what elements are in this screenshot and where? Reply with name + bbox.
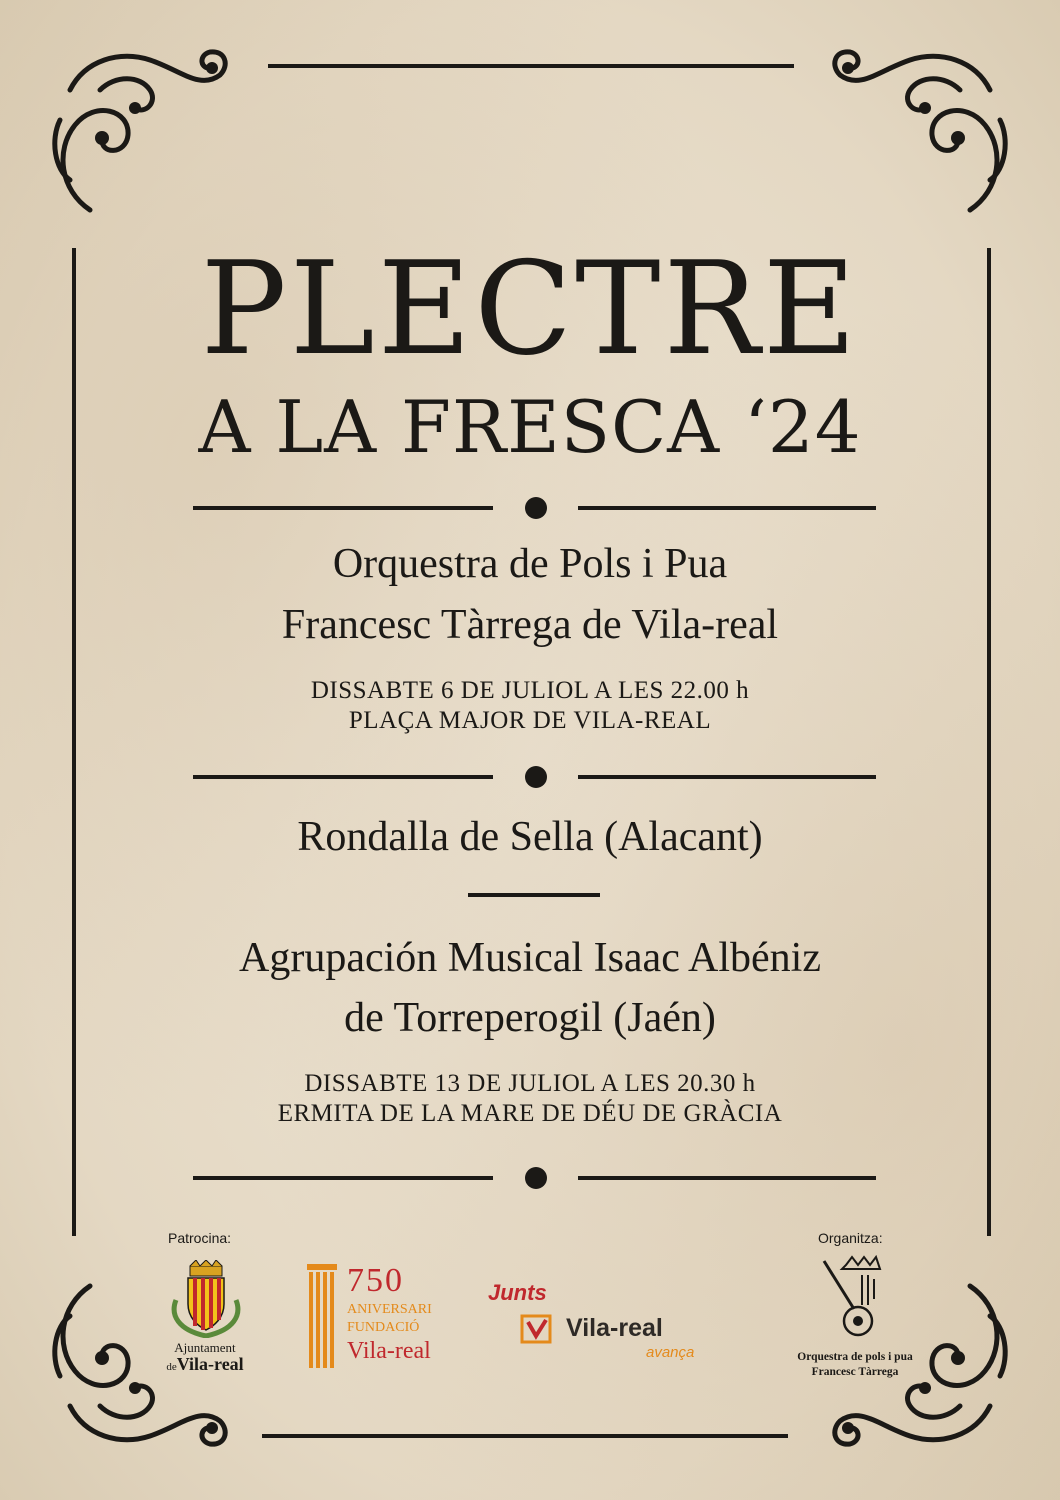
divider-1-dot [525, 497, 547, 519]
concert-2-band-b-line-2: de Torreperogil (Jaén) [344, 995, 716, 1041]
columns-icon [305, 1264, 339, 1370]
guitar-crown-icon [818, 1255, 898, 1345]
junts-logo [488, 1280, 708, 1370]
coat-of-arms-icon [166, 1260, 246, 1338]
concert-1-date: DISSABTE 6 DE JULIOL A LES 22.00 h [310, 677, 750, 704]
junts-emblem-icon [520, 1312, 554, 1346]
junts-main: Vila-real [566, 1314, 663, 1342]
corner-ornament-top-right [830, 30, 1020, 220]
fundacio-line-2: FUNDACIÓ [347, 1320, 420, 1335]
divider-3-left [193, 1176, 493, 1180]
ajuntament-line-2: Vila-real [176, 1354, 244, 1374]
concert-2-band-a: Rondalla de Sella (Alacant) [297, 814, 763, 860]
concert-1-band-line-2: Francesc Tàrrega de Vila-real [281, 602, 779, 648]
divider-2-right [578, 775, 876, 779]
junts-top: Junts [488, 1280, 547, 1305]
orquestra-line-2: Francesc Tàrrega [811, 1366, 899, 1378]
frame-top-line [268, 64, 794, 68]
divider-short [468, 893, 600, 897]
concert-2-date: DISSABTE 13 DE JULIOL A LES 20.30 h [304, 1070, 756, 1097]
title-line-2: A LA FRESCA ‘24 [198, 385, 862, 469]
junts-sub: avança [646, 1344, 695, 1361]
divider-2-dot [525, 766, 547, 788]
divider-1-left [193, 506, 493, 510]
concert-2-place: ERMITA DE LA MARE DE DÉU DE GRÀCIA [277, 1100, 783, 1127]
concert-2-band-b-line-1: Agrupación Musical Isaac Albéniz [239, 935, 821, 981]
frame-bottom-line [262, 1434, 788, 1438]
ajuntament-line-1: Ajuntament [174, 1340, 236, 1355]
orquestra-line-1: Orquestra de pols i pua [797, 1351, 913, 1363]
orquestra-logo [780, 1255, 930, 1385]
organizer-label: Organitza: [818, 1230, 883, 1246]
sponsor-label: Patrocina: [168, 1230, 232, 1246]
divider-3-right [578, 1176, 876, 1180]
title-line-1: PLECTRE [200, 235, 860, 384]
ajuntament-prefix: de [166, 1361, 177, 1373]
fundacio-line-3: Vila-real [347, 1338, 431, 1364]
corner-ornament-top-left [40, 30, 230, 220]
ajuntament-logo [150, 1260, 260, 1380]
fundacio-line-1: ANIVERSARI [347, 1302, 432, 1317]
fundacio-number: 750 [347, 1262, 404, 1299]
divider-3-dot [525, 1167, 547, 1189]
fundacio-750-logo [305, 1262, 455, 1372]
divider-2-left [193, 775, 493, 779]
concert-1-place: PLAÇA MAJOR DE VILA-REAL [348, 707, 712, 734]
divider-1-right [578, 506, 876, 510]
ajuntament-line-2-row [150, 1354, 260, 1375]
concert-1-band-line-1: Orquestra de Pols i Pua [332, 541, 728, 587]
